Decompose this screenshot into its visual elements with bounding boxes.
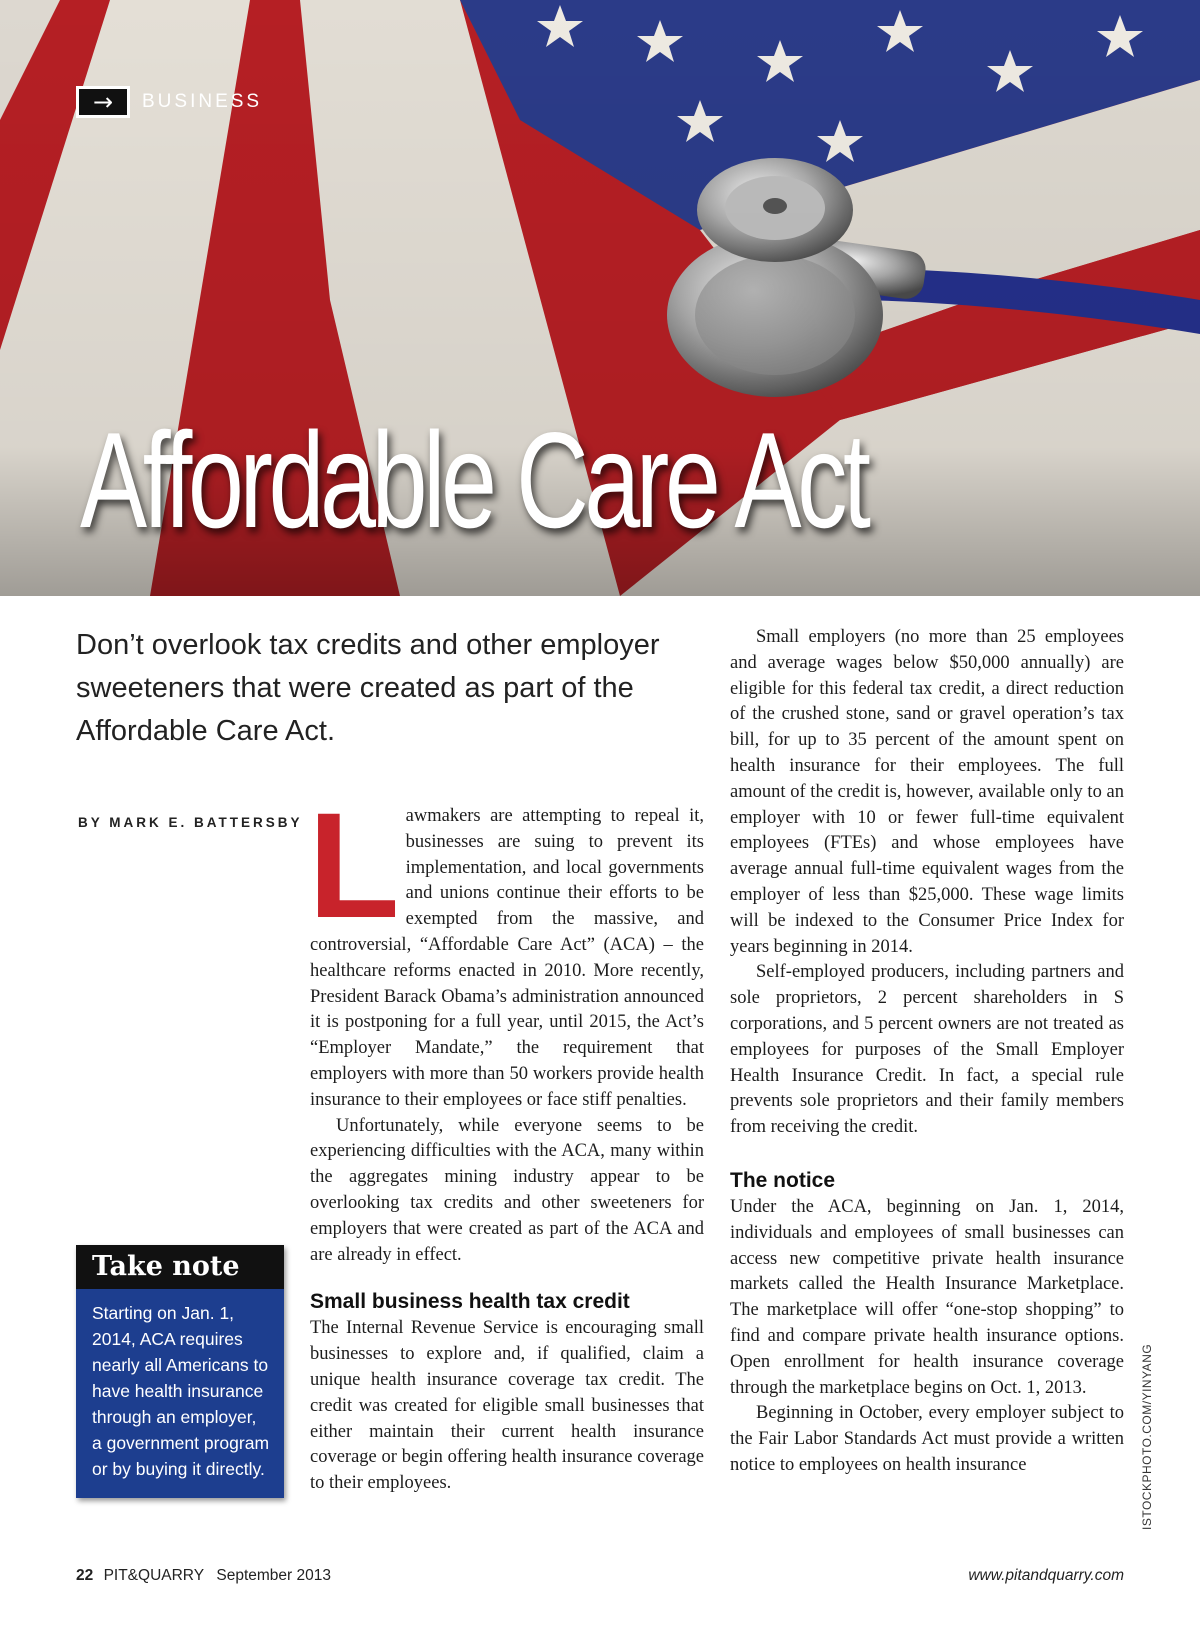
page-number: 22 [76, 1567, 94, 1584]
article-paragraph: Lawmakers are attempting to repeal it, businesses are suing to prevent its implementation, and local governments and unions continue their efforts to be exempted from the massive, and controversial, “Affordable Care Act” (ACA) – the healthcare reforms enacted in 2010. More recently, President Barack Obama’s administration announced it is postponing for a full year, until 2015, the Act’s “Employer Mandate,” the requirement that employers with more than 50 workers provide health insurance to their employees or face stiff penalties. [308, 781, 704, 1110]
sidebar-title: Take note [76, 1245, 284, 1289]
article-paragraph: The Internal Revenue Service is encouraging small businesses to explore and, if qualified, claim a unique health insurance coverage tax credit. The credit was created for eligible small businesses that either maintain their current health insurance coverage or begin offering health insurance coverage to their employees. [310, 1318, 704, 1494]
article-paragraph: Self-employed producers, including partners and sole proprietors, 2 percent shareholders in S corporations, and 5 percent owners are not treated as employees for purposes of the Small Employer Health Insurance Credit. In fact, a special rule prevents sole proprietors and their family members from receiving the credit. [730, 962, 1124, 1138]
article-paragraph: Unfortunately, while everyone seems to be experiencing difficulties with the ACA, many within the aggregates mining industry appear to be overlooking tax credits and other sweeteners for employers that were created as part of the ACA and are already in effect. [310, 1115, 704, 1265]
hero-photo [0, 0, 1200, 596]
article-paragraph: Small employers (no more than 25 employees and average wages below $50,000 annually) are eligible for this federal tax credit, a direct reduction of the crushed stone, sand or gravel operation’s tax bill, for up to 35 percent of the amount spent on health insurance for their employees. The full amount of the credit is, however, available only to an employer with 10 or fewer full-time equivalent employees (FTEs) and whose employees have average annual full-time equivalent wages from the employer of less than $25,000. These wage limits will be indexed to the Consumer Price Index for years beginning in 2014. [730, 627, 1124, 957]
issue-date: September 2013 [216, 1567, 331, 1584]
headline: Affordable Care Act [80, 404, 867, 556]
byline: BY MARK E. BATTERSBY [78, 815, 303, 830]
take-note-sidebar [76, 1245, 284, 1498]
dek: Don’t overlook tax credits and other employer sweeteners that were created as part of the Affordable Care Act. [76, 629, 660, 747]
footer-folio [76, 1567, 331, 1585]
photo-credit: ISTOCKPHOTO.COM/YINYANG [1140, 1343, 1154, 1530]
subhead-notice: The notice [730, 1168, 836, 1192]
subhead-tax-credit: Small business health tax credit [310, 1290, 630, 1314]
dropcap: L [308, 781, 400, 949]
sidebar-body: Starting on Jan. 1, 2014, ACA requires nearly all Americans to have health insurance through an employer, a government program or by buying it directly. [76, 1289, 284, 1498]
article-paragraph: Beginning in October, every employer subject to the Fair Labor Standards Act must provide a written notice to employees on health insurance [730, 1403, 1124, 1475]
arrow-icon: → [76, 86, 130, 118]
article-column-middle [308, 781, 704, 1497]
article-column-right [730, 625, 1124, 1479]
footer-url[interactable]: www.pitandquarry.com [968, 1567, 1124, 1584]
section-label: BUSINESS [142, 91, 263, 112]
magazine-name: PIT&QUARRY [103, 1567, 205, 1584]
article-paragraph: Under the ACA, beginning on Jan. 1, 2014, individuals and employees of small businesses can access new competitive private health insurance markets called the Health Insurance Marketplace. The marketplace will offer “one-stop shopping” to find and compare private health insurance options. Open enrollment for health insurance coverage through the marketplace begins on Oct. 1, 2013. [730, 1196, 1124, 1398]
section-tag [76, 85, 262, 119]
